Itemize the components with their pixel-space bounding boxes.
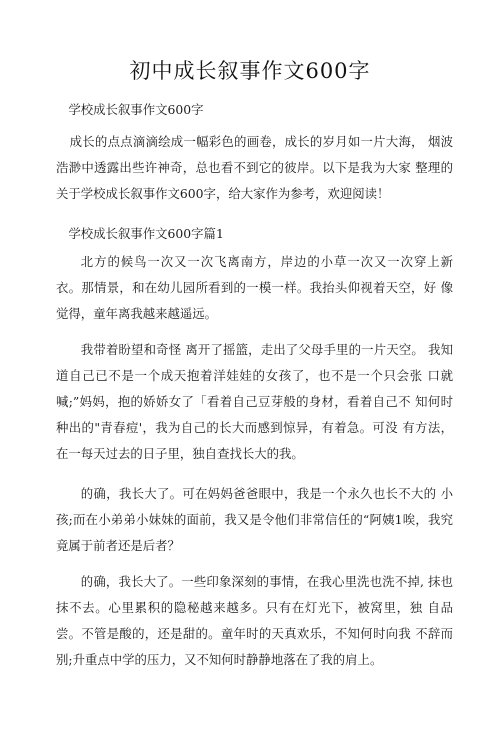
intro-paragraph: 成长的点点滴滴绘成一幅彩色的画卷，成长的岁月如一片大海， 烟波浩渺中透露出些许神奇，总也看不到它的彼岸。以下是我为大家 整理的关于学校成长叙事作文600字，给大家作为参考，欢迎阅读！ xyxy=(56,134,453,201)
body-paragraph: 的确，我长大了。一些印象深刻的事情，在我心里洗也洗不掉, 抹也抹不去。心里累积的隐秘越来越多。只有在灯光下，被窝里，独 自品尝。不管是酸的，还是甜的。童年时的天真欢乐，不知何时向我 不辞而别;升重点中学的压力，又不知何时静静地落在了我的肩上。 xyxy=(56,574,453,667)
body-paragraph: 我带着盼望和奇怪 离开了摇篮，走出了父母手里的一片天空。 我知道自己已不是一个成天抱着洋娃娃的女孩了，也不是一个只会张 口就喊;”妈妈，抱的娇娇女了「看着自己豆芽般的身材，看着自己不 知何时种出的"青春痘'，我为自己的长大而感到惊异，有着急。可没 有方法，在一每天过去的日子里，独自查找长大的我。 xyxy=(56,342,453,461)
section-title: 学校成长叙事作文600字篇1 xyxy=(68,226,224,241)
subtitle: 学校成长叙事作文600字 xyxy=(68,102,204,117)
body-paragraph: 北方的候鸟一次又一次飞离南方，岸边的小草一次又一次穿上新 衣。那情景，和在幼儿园所看到的一模一样。我抬头仰视着天空，好 像觉得，童年离我越来越遥远。 xyxy=(56,254,453,321)
document-title: 初中成长叙事作文600字 xyxy=(129,59,371,83)
body-paragraph: 的确，我长大了。可在妈妈爸爸眼中，我是一个永久也长不大的 小孩;而在小弟弟小妹妹的面前，我又是令他们非常信任的“阿姨1唉，我究竟属于前者还是后者？ xyxy=(56,486,453,553)
